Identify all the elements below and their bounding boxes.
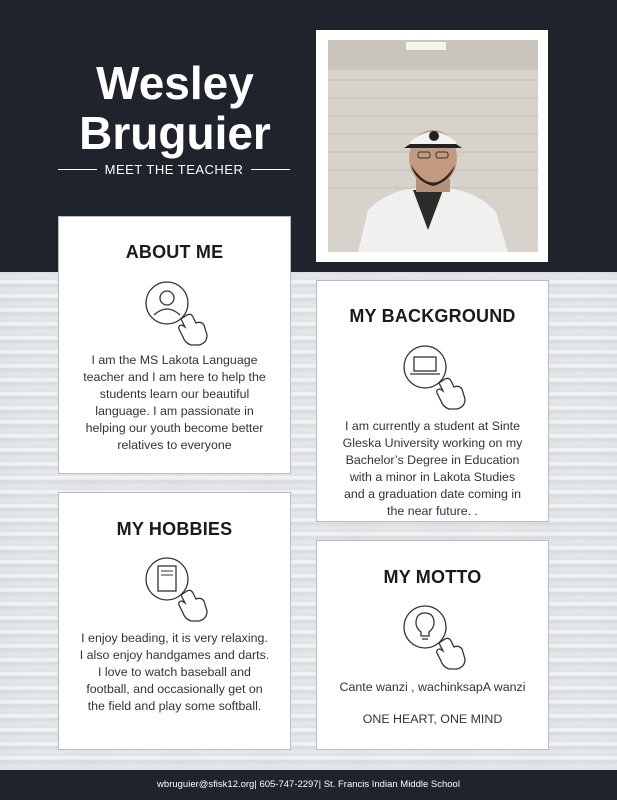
about-line: relatives to everyone (117, 438, 232, 452)
lightbulb-touch-icon (399, 601, 471, 673)
background-line: I am currently a student at Sinte (345, 419, 520, 433)
hobbies-line: the field and play some softball. (87, 699, 262, 713)
about-line: helping our youth become better (85, 421, 264, 435)
divider-right (251, 169, 290, 170)
teacher-photo (328, 40, 538, 252)
about-card (58, 216, 291, 474)
hobbies-line: football, and occasionally get on (86, 682, 263, 696)
hobbies-line: I also enjoy handgames and darts. (79, 648, 270, 662)
subtitle (58, 162, 290, 177)
background-line: Bachelor’s Degree in Education (345, 453, 520, 467)
footer-contact: wbruguier@sfisk12.org| 605-747-2297| St. Francis Indian Middle School (157, 779, 460, 790)
background-line: the near future. . (387, 504, 478, 518)
hobbies-line: I love to watch baseball and (98, 665, 251, 679)
background-text (317, 418, 548, 520)
hobbies-card (58, 492, 291, 750)
footer (0, 770, 617, 800)
divider-left (58, 169, 97, 170)
motto-card (316, 540, 549, 750)
about-line: teacher and I am here to help the (83, 370, 266, 384)
about-line: students learn our beautiful (99, 387, 250, 401)
motto-lakota: Cante wanzi , wachinksapA wanzi (339, 680, 526, 694)
background-title: MY BACKGROUND (349, 306, 516, 326)
photo-frame (316, 30, 548, 262)
motto-title: MY MOTTO (383, 567, 482, 587)
laptop-touch-icon (399, 341, 471, 413)
teacher-name (40, 58, 310, 158)
user-touch-icon (141, 277, 213, 349)
background-line: and a graduation date coming in (343, 487, 522, 501)
subtitle-text: MEET THE TEACHER (104, 162, 244, 177)
background-card (316, 280, 549, 522)
hobbies-line: I enjoy beading, it is very relaxing. (81, 631, 268, 645)
about-text (59, 352, 290, 454)
last-name: Bruguier (79, 107, 271, 159)
hobbies-title: MY HOBBIES (116, 519, 233, 539)
about-line: language. I am passionate in (95, 404, 254, 418)
background-line: with a minor in Lakota Studies (349, 470, 516, 484)
background-line: Gleska University working on my (342, 436, 523, 450)
book-touch-icon (141, 553, 213, 625)
about-title: ABOUT ME (125, 242, 224, 262)
motto-english: ONE HEART, ONE MIND (362, 712, 503, 726)
about-line: I am the MS Lakota Language (91, 353, 258, 367)
first-name: Wesley (96, 57, 254, 109)
hobbies-text (59, 630, 290, 715)
